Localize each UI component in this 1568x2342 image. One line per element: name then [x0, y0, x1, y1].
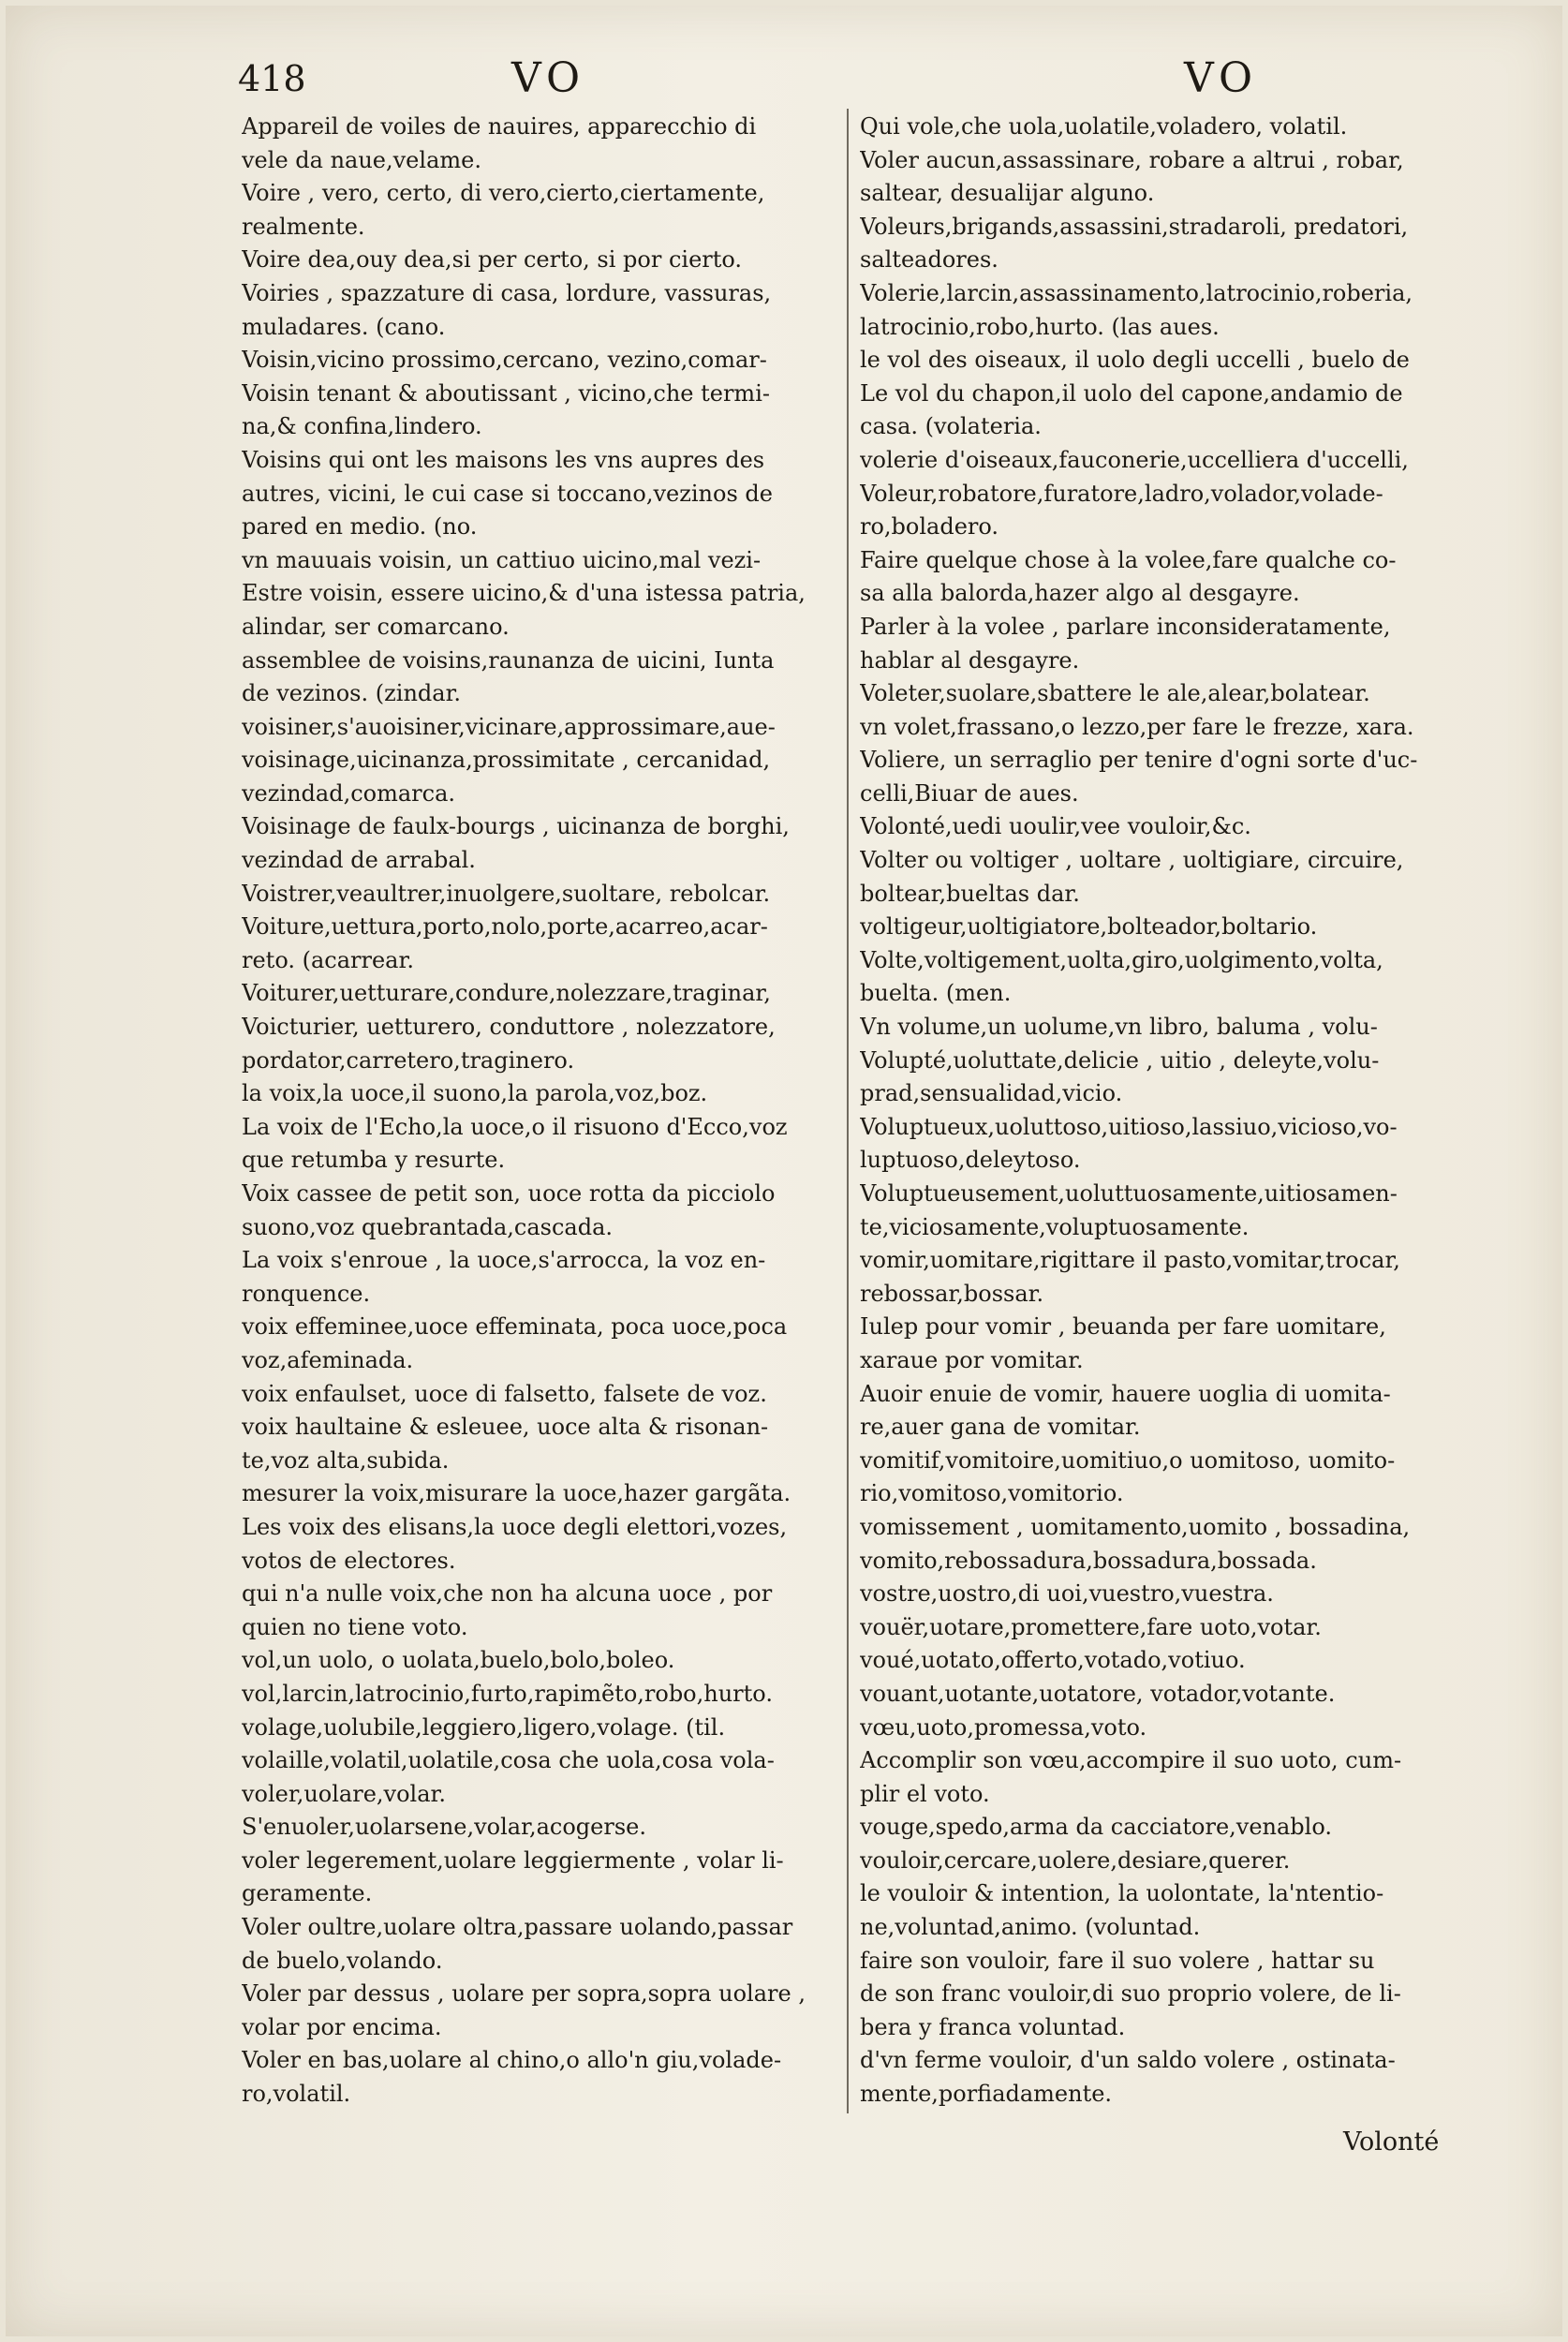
dictionary-line: prad,sensualidad,vicio.	[860, 1080, 1123, 1107]
dictionary-line: Voisin,vicino prossimo,cercano, vezino,comar-	[242, 347, 767, 374]
dictionary-line: votos de electores.	[242, 1547, 456, 1574]
dictionary-line: Voler en bas,uolare al chino,o allo'n giu,volade-	[242, 2047, 782, 2074]
dictionary-line: Voisins qui ont les maisons les vns aupres des	[242, 446, 765, 473]
dictionary-line: rebossar,bossar.	[860, 1280, 1044, 1307]
dictionary-line: mesurer la voix,misurare la uoce,hazer gargãta.	[242, 1480, 791, 1507]
dictionary-line: Voler oultre,uolare oltra,passare uolando,passar	[242, 1914, 793, 1941]
dictionary-line: Volerie,larcin,assassinamento,latrocinio,roberia,	[860, 279, 1413, 306]
dictionary-line: ro,volatil.	[242, 2081, 351, 2108]
dictionary-line: la voix,la uoce,il suono,la parola,voz,boz.	[242, 1080, 708, 1107]
dictionary-line: Voleur,robatore,furatore,ladro,volador,volade-	[860, 480, 1383, 507]
dictionary-line: Volonté,uedi uoulir,vee vouloir,&c.	[860, 813, 1251, 840]
dictionary-line: Voix cassee de petit son, uoce rotta da picciolo	[242, 1180, 776, 1207]
dictionary-line: voltigeur,uoltigiatore,bolteador,boltario.	[860, 913, 1318, 941]
right-column	[860, 111, 1489, 2112]
dictionary-line: boltear,bueltas dar.	[860, 880, 1080, 907]
dictionary-line: suono,voz quebrantada,cascada.	[242, 1213, 614, 1240]
dictionary-line: assemblee de voisins,raunanza de uicini, Iunta	[242, 646, 775, 674]
dictionary-line: voler,uolare,volar.	[242, 1780, 447, 1807]
dictionary-line: La voix de l'Echo,la uoce,o il risuono d'Ecco,voz	[242, 1113, 788, 1140]
dictionary-line: Auoir enuie de vomir, hauere uoglia di uomita-	[860, 1380, 1391, 1407]
dictionary-line: voix enfaulset, uoce di falsetto, falsete de voz.	[242, 1380, 767, 1407]
dictionary-line: Le vol du chapon,il uolo del capone,andamio de	[860, 379, 1403, 407]
dictionary-line: Vn volume,un uolume,vn libro, baluma , volu-	[860, 1014, 1378, 1041]
dictionary-line: de buelo,volando.	[242, 1947, 443, 1974]
dictionary-line: Faire quelque chose à la volee,fare qualche co-	[860, 546, 1397, 573]
dictionary-line: sa alla balorda,hazer algo al desgayre.	[860, 580, 1300, 607]
dictionary-line: de son franc vouloir,di suo proprio volere, de li-	[860, 1980, 1401, 2008]
dictionary-line: plir el voto.	[860, 1780, 990, 1807]
dictionary-line: La voix s'enroue , la uoce,s'arrocca, la voz en-	[242, 1247, 766, 1274]
dictionary-line: hablar al desgayre.	[860, 646, 1080, 674]
dictionary-line: vol,un uolo, o uolata,buelo,bolo,boleo.	[242, 1647, 675, 1674]
dictionary-line: vol,larcin,latrocinio,furto,rapimẽto,robo,hurto.	[242, 1680, 773, 1707]
dictionary-line: vomir,uomitare,rigittare il pasto,vomitar,trocar,	[860, 1247, 1400, 1274]
dictionary-line: salteadores.	[860, 246, 998, 274]
dictionary-line: casa. (volateria.	[860, 413, 1042, 440]
dictionary-line: geramente.	[242, 1880, 373, 1907]
dictionary-line: ne,voluntad,animo. (voluntad.	[860, 1914, 1201, 1941]
dictionary-line: vomitif,vomitoire,uomitiuo,o uomitoso, uomito-	[860, 1446, 1396, 1474]
dictionary-line: Voire dea,ouy dea,si per certo, si por cierto.	[242, 246, 743, 274]
dictionary-line: na,& confina,lindero.	[242, 413, 482, 440]
dictionary-line: faire son vouloir, fare il suo volere , hattar su	[860, 1947, 1375, 1974]
dictionary-line: vœu,uoto,promessa,voto.	[860, 1713, 1147, 1741]
dictionary-line: ronquence.	[242, 1280, 371, 1307]
dictionary-line: bera y franca voluntad.	[860, 2013, 1126, 2040]
dictionary-line: Voisin tenant & aboutissant , vicino,che termi-	[242, 379, 770, 407]
dictionary-line: vomissement , uomitamento,uomito , bossadina,	[860, 1513, 1411, 1540]
dictionary-line: le vol des oiseaux, il uolo degli uccelli , buelo de	[860, 347, 1410, 374]
dictionary-line: te,voz alta,subida.	[242, 1446, 450, 1474]
page-header	[6, 54, 1562, 111]
dictionary-line: voisinage,uicinanza,prossimitate , cercanidad,	[242, 747, 771, 774]
dictionary-line: voué,uotato,offerto,votado,votiuo.	[860, 1647, 1246, 1674]
dictionary-line: S'enuoler,uolarsene,volar,acogerse.	[242, 1814, 646, 1841]
dictionary-line: luptuoso,deleytoso.	[860, 1147, 1081, 1174]
dictionary-line: Voire , vero, certo, di vero,cierto,ciertamente,	[242, 180, 765, 207]
dictionary-line: buelta. (men.	[860, 980, 1012, 1007]
dictionary-line: voz,afeminada.	[242, 1346, 414, 1373]
dictionary-line: Voler aucun,assassinare, robare a altrui , robar,	[860, 146, 1404, 173]
left-column	[242, 111, 837, 2112]
dictionary-line: Parler à la volee , parlare inconsideratamente,	[860, 613, 1391, 640]
dictionary-line: Accomplir son vœu,accompire il suo uoto, cum-	[860, 1747, 1402, 1774]
dictionary-line: Volupté,uoluttate,delicie , uitio , deleyte,volu-	[860, 1046, 1380, 1074]
dictionary-line: te,viciosamente,voluptuosamente.	[860, 1213, 1250, 1240]
dictionary-line: Estre voisin, essere uicino,& d'una istessa patria,	[242, 580, 806, 607]
dictionary-line: voix haultaine & esleuee, uoce alta & risonan-	[242, 1414, 769, 1441]
dictionary-line: voix effeminee,uoce effeminata, poca uoce,poca	[242, 1313, 788, 1341]
dictionary-line: rio,vomitoso,vomitorio.	[860, 1480, 1124, 1507]
left-running-head: VO	[511, 54, 586, 102]
dictionary-line: vezindad,comarca.	[242, 779, 456, 807]
dictionary-line: quien no tiene voto.	[242, 1613, 468, 1640]
dictionary-line: ro,boladero.	[860, 513, 999, 541]
page-number: 418	[238, 58, 306, 99]
dictionary-line: pared en medio. (no.	[242, 513, 478, 541]
dictionary-line: volaille,volatil,uolatile,cosa che uola,cosa vola-	[242, 1747, 775, 1774]
dictionary-line: vouant,uotante,uotatore, votador,votante.	[860, 1680, 1336, 1707]
dictionary-line: volerie d'oiseaux,fauconerie,uccelliera d'uccelli,	[860, 446, 1409, 473]
dictionary-line: vezindad de arrabal.	[242, 847, 476, 874]
dictionary-line: vostre,uostro,di uoi,vuestro,vuestra.	[860, 1580, 1274, 1608]
dictionary-line: volar por encima.	[242, 2013, 442, 2040]
dictionary-line: volage,uolubile,leggiero,ligero,volage. (til.	[242, 1713, 726, 1741]
dictionary-line: pordator,carretero,traginero.	[242, 1046, 575, 1074]
dictionary-line: latrocinio,robo,hurto. (las aues.	[860, 313, 1220, 340]
dictionary-line: voisiner,s'auoisiner,vicinare,approssimare,aue-	[242, 713, 776, 740]
dictionary-line: xaraue por vomitar.	[860, 1346, 1084, 1373]
dictionary-line: Volte,voltigement,uolta,giro,uolgimento,volta,	[860, 946, 1383, 973]
dictionary-line: Iulep pour vomir , beuanda per fare uomitare,	[860, 1313, 1386, 1341]
dictionary-line: d'vn ferme vouloir, d'un saldo volere , ostinata-	[860, 2047, 1396, 2074]
dictionary-line: vn mauuais voisin, un cattiuo uicino,mal vezi-	[242, 546, 762, 573]
dictionary-line: Voleter,suolare,sbattere le ale,alear,bolatear.	[860, 680, 1370, 707]
dictionary-line: qui n'a nulle voix,che non ha alcuna uoce , por	[242, 1580, 773, 1608]
dictionary-line: vouge,spedo,arma da cacciatore,venablo.	[860, 1814, 1332, 1841]
dictionary-line: mente,porfiadamente.	[860, 2081, 1113, 2108]
dictionary-line: vouloir,cercare,uolere,desiare,querer.	[860, 1846, 1291, 1874]
dictionary-line: Voliere, un serraglio per tenire d'ogni sorte d'uc-	[860, 747, 1418, 774]
dictionary-line: saltear, desualijar alguno.	[860, 180, 1155, 207]
dictionary-line: vouër,uotare,promettere,fare uoto,votar.	[860, 1613, 1322, 1640]
dictionary-line: vn volet,frassano,o lezzo,per fare le frezze, xara.	[860, 713, 1414, 740]
dictionary-line: Voistrer,veaultrer,inuolgere,suoltare, rebolcar.	[242, 880, 771, 907]
dictionary-line: Voiture,uettura,porto,nolo,porte,acarreo,acar-	[242, 913, 768, 941]
dictionary-line: Voisinage de faulx-bourgs , uicinanza de borghi,	[242, 813, 790, 840]
dictionary-line: le vouloir & intention, la uolontate, la'ntentio-	[860, 1880, 1384, 1907]
dictionary-line: Volter ou voltiger , uoltare , uoltigiare, circuire,	[860, 847, 1404, 874]
dictionary-line: de vezinos. (zindar.	[242, 680, 462, 707]
dictionary-line: voler legerement,uolare leggiermente , volar li-	[242, 1846, 784, 1874]
right-running-head: VO	[1184, 54, 1259, 102]
catchword: Volonté	[1343, 2127, 1440, 2157]
dictionary-line: que retumba y resurte.	[242, 1147, 506, 1174]
dictionary-page	[6, 6, 1562, 2336]
dictionary-line: Appareil de voiles de nauires, apparecchio di	[242, 113, 757, 140]
dictionary-line: Qui vole,che uola,uolatile,voladero, volatil.	[860, 113, 1348, 140]
dictionary-line: Voleurs,brigands,assassini,stradaroli, predatori,	[860, 213, 1409, 240]
dictionary-line: Voluptueusement,uoluttuosamente,uitiosamen-	[860, 1180, 1398, 1207]
dictionary-line: muladares. (cano.	[242, 313, 446, 340]
dictionary-line: realmente.	[242, 213, 365, 240]
dictionary-line: reto. (acarrear.	[242, 946, 414, 973]
dictionary-line: alindar, ser comarcano.	[242, 613, 510, 640]
dictionary-line: vomito,rebossadura,bossadura,bossada.	[860, 1547, 1317, 1574]
dictionary-line: celli,Biuar de aues.	[860, 779, 1079, 807]
dictionary-line: re,auer gana de vomitar.	[860, 1414, 1141, 1441]
dictionary-line: Voluptueux,uoluttoso,uitioso,lassiuo,vicioso,vo-	[860, 1113, 1398, 1140]
dictionary-line: autres, vicini, le cui case si toccano,vezinos de	[242, 480, 773, 507]
dictionary-line: Voiturer,uetturare,condure,nolezzare,traginar,	[242, 980, 771, 1007]
dictionary-line: Les voix des elisans,la uoce degli elettori,vozes,	[242, 1513, 788, 1540]
dictionary-line: vele da naue,velame.	[242, 146, 481, 173]
column-divider	[847, 109, 849, 2113]
dictionary-line: Voicturier, uetturero, conduttore , nolezzatore,	[242, 1014, 776, 1041]
dictionary-line: Voler par dessus , uolare per sopra,sopra uolare ,	[242, 1980, 806, 2008]
dictionary-line: Voiries , spazzature di casa, lordure, vassuras,	[242, 279, 772, 306]
